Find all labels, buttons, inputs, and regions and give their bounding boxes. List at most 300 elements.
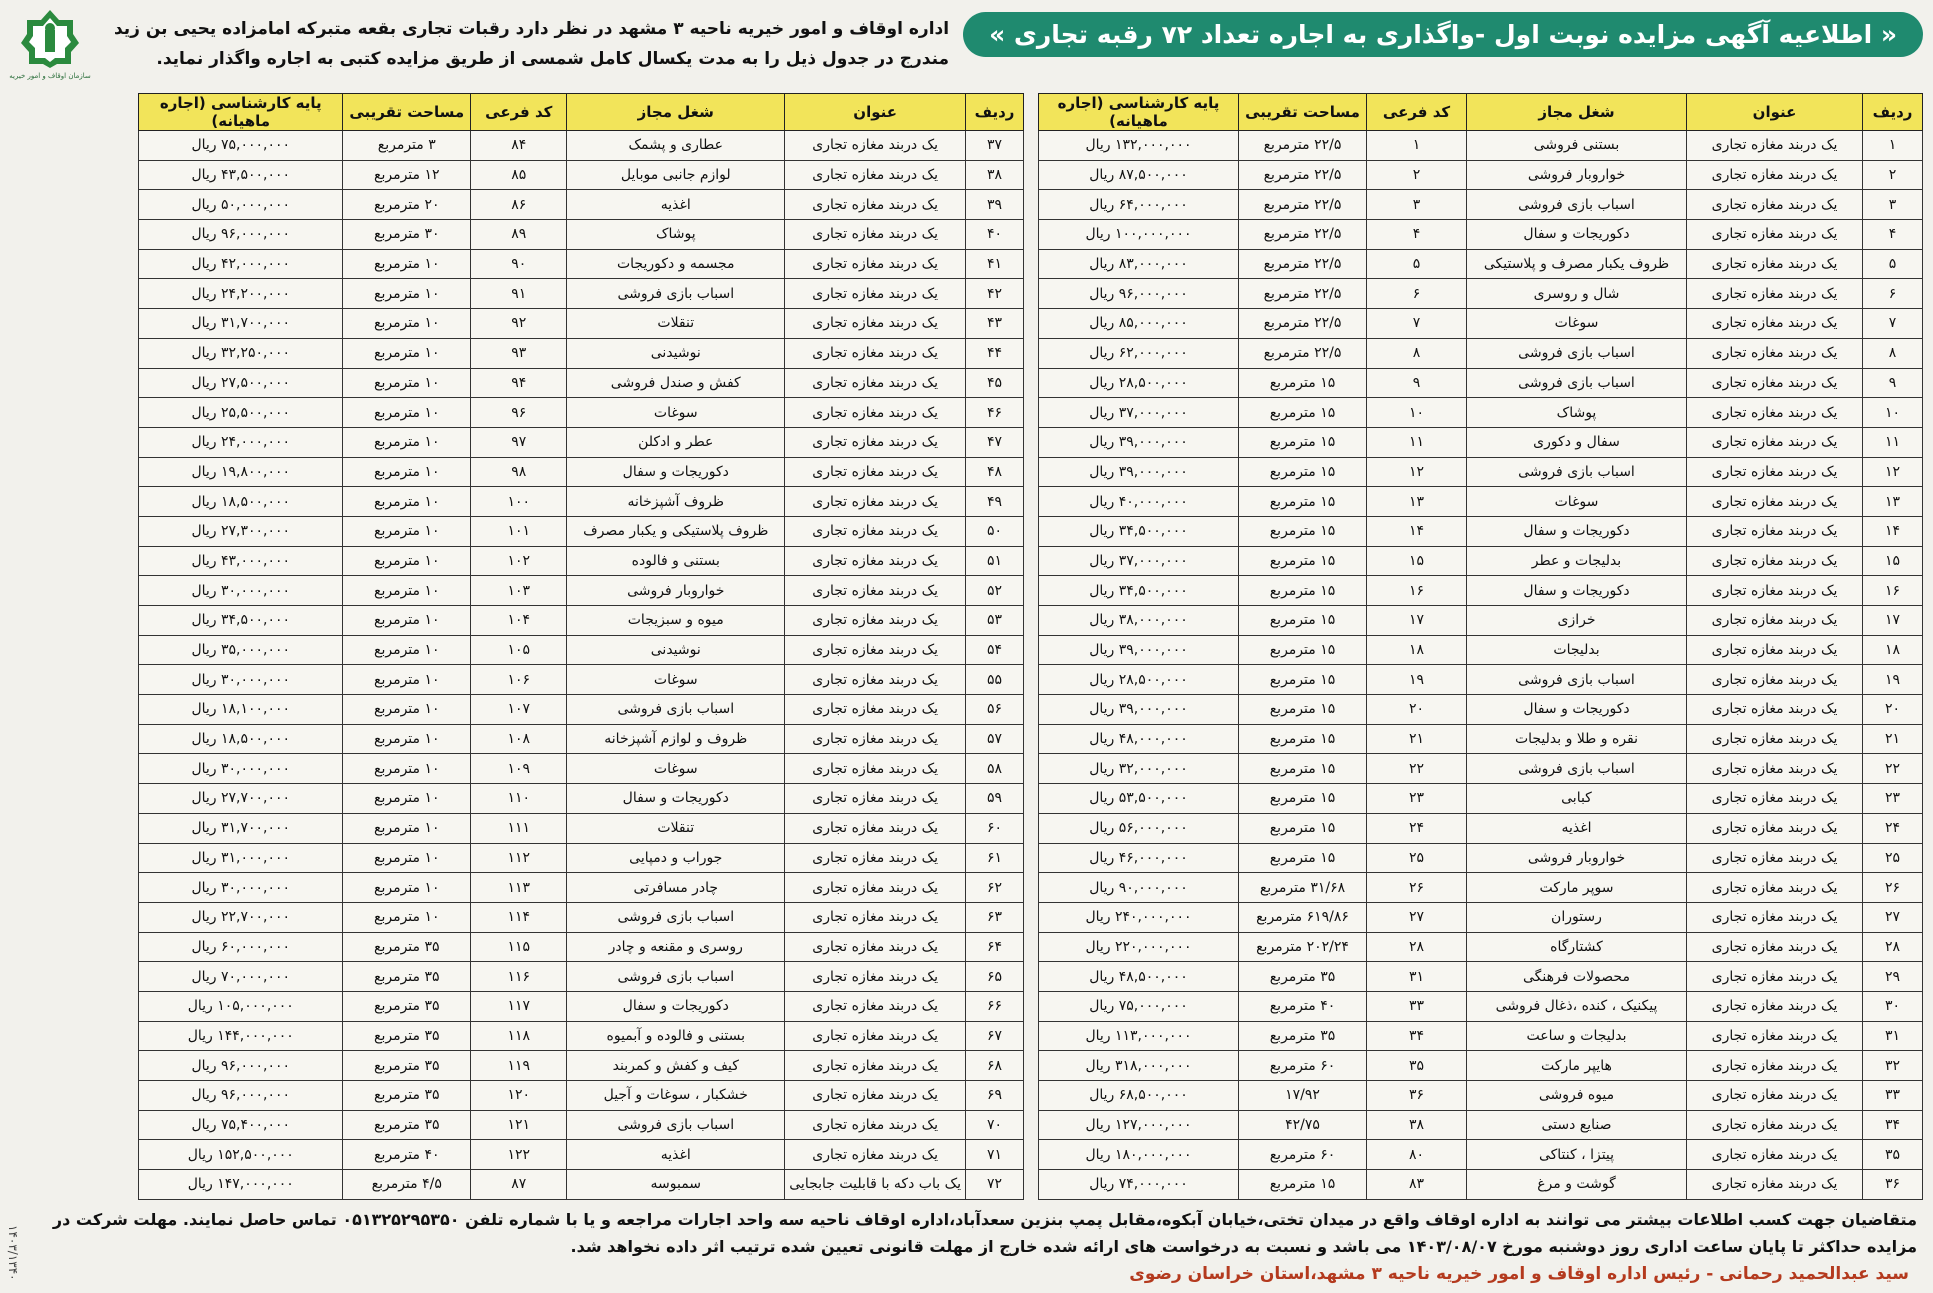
cell-base-rent: ۳۸,۰۰۰,۰۰۰ ریال — [1039, 606, 1239, 636]
cell-permitted-use: سفال و دکوری — [1467, 427, 1687, 457]
cell-permitted-use: دکوریجات و سفال — [567, 991, 785, 1021]
table-row — [1039, 1110, 1923, 1140]
cell-base-rent: ۸۵,۰۰۰,۰۰۰ ریال — [1039, 309, 1239, 339]
table-row — [139, 190, 1024, 220]
cell-base-rent: ۶۴,۰۰۰,۰۰۰ ریال — [1039, 190, 1239, 220]
cell-row-number: ۱۷ — [1863, 606, 1923, 636]
cell-base-rent: ۷۵,۴۰۰,۰۰۰ ریال — [139, 1110, 343, 1140]
cell-title: یک دربند مغازه تجاری — [1687, 427, 1863, 457]
cell-sub-code: ۱۱۴ — [471, 902, 567, 932]
table-row — [1039, 576, 1923, 606]
cell-title: یک دربند مغازه تجاری — [785, 843, 966, 873]
cell-base-rent: ۲۸,۵۰۰,۰۰۰ ریال — [1039, 665, 1239, 695]
table-row — [1039, 1081, 1923, 1111]
cell-sub-code: ۱۰۷ — [471, 695, 567, 725]
table-row — [1039, 398, 1923, 428]
cell-row-number: ۱۱ — [1863, 427, 1923, 457]
cell-sub-code: ۲۶ — [1367, 873, 1467, 903]
cell-row-number: ۱ — [1863, 131, 1923, 161]
cell-sub-code: ۱۱۶ — [471, 962, 567, 992]
cell-permitted-use: پیکنیک ، کنده ،ذغال فروشی — [1467, 991, 1687, 1021]
cell-base-rent: ۱۰۵,۰۰۰,۰۰۰ ریال — [139, 991, 343, 1021]
cell-title: یک دربند مغازه تجاری — [1687, 457, 1863, 487]
cell-title: یک دربند مغازه تجاری — [1687, 695, 1863, 725]
cell-approx-area: ۴۲/۷۵ — [1239, 1110, 1367, 1140]
table-row — [1039, 249, 1923, 279]
cell-row-number: ۱۵ — [1863, 546, 1923, 576]
cell-approx-area: ۱۰ مترمربع — [343, 368, 471, 398]
cell-base-rent: ۱۸۰,۰۰۰,۰۰۰ ریال — [1039, 1140, 1239, 1170]
cell-sub-code: ۱۰۹ — [471, 754, 567, 784]
cell-title: یک دربند مغازه تجاری — [785, 1081, 966, 1111]
cell-title: یک دربند مغازه تجاری — [785, 398, 966, 428]
cell-base-rent: ۳۴,۵۰۰,۰۰۰ ریال — [1039, 516, 1239, 546]
cell-row-number: ۳۸ — [966, 160, 1024, 190]
cell-base-rent: ۱۱۳,۰۰۰,۰۰۰ ریال — [1039, 1021, 1239, 1051]
cell-sub-code: ۸۶ — [471, 190, 567, 220]
cell-permitted-use: جوراب و دمپایی — [567, 843, 785, 873]
cell-approx-area: ۱۰ مترمربع — [343, 695, 471, 725]
table-row — [1039, 1051, 1923, 1081]
cell-base-rent: ۲۵,۵۰۰,۰۰۰ ریال — [139, 398, 343, 428]
table-row — [1039, 932, 1923, 962]
cell-title: یک دربند مغازه تجاری — [785, 784, 966, 814]
cell-sub-code: ۱۱۹ — [471, 1051, 567, 1081]
cell-base-rent: ۳۹,۰۰۰,۰۰۰ ریال — [1039, 695, 1239, 725]
cell-title: یک دربند مغازه تجاری — [1687, 1081, 1863, 1111]
cell-title: یک دربند مغازه تجاری — [1687, 487, 1863, 517]
cell-permitted-use: اسباب بازی فروشی — [567, 695, 785, 725]
cell-sub-code: ۷ — [1367, 309, 1467, 339]
table-row — [139, 398, 1024, 428]
cell-base-rent: ۳۰,۰۰۰,۰۰۰ ریال — [139, 665, 343, 695]
organization-logo — [10, 8, 90, 80]
cell-row-number: ۶۸ — [966, 1051, 1024, 1081]
cell-approx-area: ۱۰ مترمربع — [343, 576, 471, 606]
cell-row-number: ۱۴ — [1863, 516, 1923, 546]
cell-approx-area: ۳۵ مترمربع — [343, 1081, 471, 1111]
cell-approx-area: ۱۰ مترمربع — [343, 398, 471, 428]
table-row — [139, 487, 1024, 517]
cell-permitted-use: سمبوسه — [567, 1170, 785, 1200]
cell-title: یک باب دکه با قابلیت جابجایی — [785, 1170, 966, 1200]
cell-approx-area: ۲۲/۵ مترمربع — [1239, 131, 1367, 161]
cell-row-number: ۲۲ — [1863, 754, 1923, 784]
cell-row-number: ۵۶ — [966, 695, 1024, 725]
cell-approx-area: ۶۰ مترمربع — [1239, 1140, 1367, 1170]
cell-title: یک دربند مغازه تجاری — [1687, 606, 1863, 636]
cell-approx-area: ۱۰ مترمربع — [343, 843, 471, 873]
cell-permitted-use: مجسمه و دکوریجات — [567, 249, 785, 279]
cell-permitted-use: شال و روسری — [1467, 279, 1687, 309]
cell-permitted-use: صنایع دستی — [1467, 1110, 1687, 1140]
cell-approx-area: ۳۵ مترمربع — [343, 962, 471, 992]
cell-sub-code: ۸۰ — [1367, 1140, 1467, 1170]
cell-base-rent: ۳۹,۰۰۰,۰۰۰ ریال — [1039, 635, 1239, 665]
table-row — [1039, 1140, 1923, 1170]
cell-permitted-use: اسباب بازی فروشی — [567, 962, 785, 992]
cell-base-rent: ۸۷,۵۰۰,۰۰۰ ریال — [1039, 160, 1239, 190]
cell-approx-area: ۱۲ مترمربع — [343, 160, 471, 190]
cell-permitted-use: اسباب بازی فروشی — [567, 279, 785, 309]
notice-intro: اداره اوقاف و امور خیریه ناحیه ۳ مشهد در نظر دارد رقبات تجاری بقعه متبرکه امامزاده یحیی بن زید مندرج در جدول ذیل را به مدت یکسال کامل شمسی از طریق مزایده کتبی به اجاره واگذار نماید. — [113, 19, 950, 69]
cell-sub-code: ۳۸ — [1367, 1110, 1467, 1140]
cell-permitted-use: خرازی — [1467, 606, 1687, 636]
table-row — [139, 665, 1024, 695]
cell-sub-code: ۱۵ — [1367, 546, 1467, 576]
cell-permitted-use: گوشت و مرغ — [1467, 1170, 1687, 1200]
cell-approx-area: ۱۵ مترمربع — [1239, 724, 1367, 754]
cell-approx-area: ۱۵ مترمربع — [1239, 457, 1367, 487]
cell-permitted-use: دکوریجات و سفال — [567, 784, 785, 814]
cell-sub-code: ۵ — [1367, 249, 1467, 279]
cell-sub-code: ۲۱ — [1367, 724, 1467, 754]
cell-row-number: ۶۴ — [966, 932, 1024, 962]
cell-base-rent: ۶۰,۰۰۰,۰۰۰ ریال — [139, 932, 343, 962]
cell-base-rent: ۲۴۰,۰۰۰,۰۰۰ ریال — [1039, 902, 1239, 932]
table-row — [1039, 724, 1923, 754]
cell-base-rent: ۳۴,۵۰۰,۰۰۰ ریال — [1039, 576, 1239, 606]
cell-permitted-use: سوغات — [567, 754, 785, 784]
cell-sub-code: ۱۹ — [1367, 665, 1467, 695]
cell-row-number: ۳۹ — [966, 190, 1024, 220]
cell-row-number: ۵۹ — [966, 784, 1024, 814]
cell-title: یک دربند مغازه تجاری — [1687, 754, 1863, 784]
cell-approx-area: ۳ مترمربع — [343, 131, 471, 161]
table-row — [1039, 902, 1923, 932]
cell-permitted-use: دکوریجات و سفال — [1467, 220, 1687, 250]
side-code: ۱۴۰۳/۱۳۴۰ — [6, 1225, 20, 1281]
cell-base-rent: ۸۳,۰۰۰,۰۰۰ ریال — [1039, 249, 1239, 279]
cell-sub-code: ۱۰۱ — [471, 516, 567, 546]
header-permitted-use: شغل مجاز — [1467, 94, 1687, 131]
cell-base-rent: ۹۶,۰۰۰,۰۰۰ ریال — [139, 220, 343, 250]
table-row — [1039, 309, 1923, 339]
cell-sub-code: ۸۵ — [471, 160, 567, 190]
cell-base-rent: ۳۷,۰۰۰,۰۰۰ ریال — [1039, 546, 1239, 576]
table-row — [1039, 1021, 1923, 1051]
cell-permitted-use: اسباب بازی فروشی — [1467, 338, 1687, 368]
cell-sub-code: ۹۳ — [471, 338, 567, 368]
tables-container — [10, 93, 1923, 1200]
cell-approx-area: ۱۰ مترمربع — [343, 784, 471, 814]
cell-row-number: ۱۳ — [1863, 487, 1923, 517]
cell-sub-code: ۳۶ — [1367, 1081, 1467, 1111]
cell-sub-code: ۱۱۸ — [471, 1021, 567, 1051]
table-row — [139, 843, 1024, 873]
table-row — [139, 991, 1024, 1021]
cell-approx-area: ۱۰ مترمربع — [343, 635, 471, 665]
cell-row-number: ۵۰ — [966, 516, 1024, 546]
cell-permitted-use: پوشاک — [1467, 398, 1687, 428]
cell-base-rent: ۳۹,۰۰۰,۰۰۰ ریال — [1039, 427, 1239, 457]
table-row — [139, 902, 1024, 932]
table-row — [1039, 695, 1923, 725]
cell-sub-code: ۸۹ — [471, 220, 567, 250]
cell-permitted-use: اسباب بازی فروشی — [567, 1110, 785, 1140]
cell-permitted-use: سوغات — [1467, 309, 1687, 339]
cell-title: یک دربند مغازه تجاری — [1687, 1170, 1863, 1200]
cell-row-number: ۵۴ — [966, 635, 1024, 665]
cell-title: یک دربند مغازه تجاری — [1687, 131, 1863, 161]
cell-title: یک دربند مغازه تجاری — [785, 220, 966, 250]
cell-title: یک دربند مغازه تجاری — [785, 695, 966, 725]
cell-title: یک دربند مغازه تجاری — [785, 338, 966, 368]
cell-row-number: ۴۹ — [966, 487, 1024, 517]
cell-approx-area: ۶۰ مترمربع — [1239, 1051, 1367, 1081]
cell-permitted-use: دکوریجات و سفال — [1467, 516, 1687, 546]
cell-permitted-use: کفش و صندل فروشی — [567, 368, 785, 398]
cell-row-number: ۲۸ — [1863, 932, 1923, 962]
table-row — [139, 813, 1024, 843]
cell-approx-area: ۱۵ مترمربع — [1239, 813, 1367, 843]
cell-base-rent: ۲۴,۰۰۰,۰۰۰ ریال — [139, 427, 343, 457]
cell-row-number: ۴۱ — [966, 249, 1024, 279]
cell-approx-area: ۲۲/۵ مترمربع — [1239, 220, 1367, 250]
cell-title: یک دربند مغازه تجاری — [785, 576, 966, 606]
table-row — [139, 962, 1024, 992]
cell-permitted-use: اسباب بازی فروشی — [1467, 754, 1687, 784]
cell-base-rent: ۴۳,۰۰۰,۰۰۰ ریال — [139, 546, 343, 576]
cell-approx-area: ۱۵ مترمربع — [1239, 516, 1367, 546]
cell-base-rent: ۳۲,۰۰۰,۰۰۰ ریال — [1039, 754, 1239, 784]
cell-base-rent: ۱۰۰,۰۰۰,۰۰۰ ریال — [1039, 220, 1239, 250]
cell-base-rent: ۳۱,۷۰۰,۰۰۰ ریال — [139, 309, 343, 339]
cell-row-number: ۲۷ — [1863, 902, 1923, 932]
cell-title: یک دربند مغازه تجاری — [1687, 516, 1863, 546]
cell-title: یک دربند مغازه تجاری — [785, 724, 966, 754]
table-row — [1039, 1170, 1923, 1200]
cell-sub-code: ۸ — [1367, 338, 1467, 368]
cell-permitted-use: بستنی و فالوده — [567, 546, 785, 576]
cell-permitted-use: چادر مسافرتی — [567, 873, 785, 903]
cell-row-number: ۳۷ — [966, 131, 1024, 161]
cell-approx-area: ۳۵ مترمربع — [343, 1051, 471, 1081]
cell-base-rent: ۳۱,۷۰۰,۰۰۰ ریال — [139, 813, 343, 843]
cell-permitted-use: سوغات — [1467, 487, 1687, 517]
cell-title: یک دربند مغازه تجاری — [785, 1140, 966, 1170]
cell-row-number: ۱۰ — [1863, 398, 1923, 428]
cell-title: یک دربند مغازه تجاری — [1687, 309, 1863, 339]
cell-approx-area: ۱۰ مترمربع — [343, 754, 471, 784]
cell-base-rent: ۷۰,۰۰۰,۰۰۰ ریال — [139, 962, 343, 992]
cell-title: یک دربند مغازه تجاری — [785, 932, 966, 962]
cell-approx-area: ۱۰ مترمربع — [343, 813, 471, 843]
cell-row-number: ۱۶ — [1863, 576, 1923, 606]
cell-sub-code: ۱۱۰ — [471, 784, 567, 814]
table-row — [1039, 160, 1923, 190]
cell-sub-code: ۱۱۵ — [471, 932, 567, 962]
cell-permitted-use: رستوران — [1467, 902, 1687, 932]
cell-title: یک دربند مغازه تجاری — [785, 606, 966, 636]
cell-title: یک دربند مغازه تجاری — [1687, 932, 1863, 962]
cell-base-rent: ۱۳۲,۰۰۰,۰۰۰ ریال — [1039, 131, 1239, 161]
table-row — [139, 784, 1024, 814]
cell-sub-code: ۲ — [1367, 160, 1467, 190]
table-row — [1039, 131, 1923, 161]
cell-title: یک دربند مغازه تجاری — [1687, 368, 1863, 398]
cell-approx-area: ۱۰ مترمربع — [343, 606, 471, 636]
cell-permitted-use: ظروف و لوازم آشپزخانه — [567, 724, 785, 754]
table-row — [139, 516, 1024, 546]
endowment-logo-icon — [19, 8, 81, 70]
cell-row-number: ۶ — [1863, 279, 1923, 309]
header-base-rent: پایه کارشناسی (اجاره ماهیانه) — [139, 94, 343, 131]
cell-title: یک دربند مغازه تجاری — [785, 873, 966, 903]
cell-title: یک دربند مغازه تجاری — [785, 309, 966, 339]
cell-title: یک دربند مغازه تجاری — [1687, 220, 1863, 250]
table-row — [139, 576, 1024, 606]
cell-base-rent: ۲۸,۵۰۰,۰۰۰ ریال — [1039, 368, 1239, 398]
cell-base-rent: ۴۸,۵۰۰,۰۰۰ ریال — [1039, 962, 1239, 992]
cell-base-rent: ۳۰,۰۰۰,۰۰۰ ریال — [139, 576, 343, 606]
cell-title: یک دربند مغازه تجاری — [1687, 784, 1863, 814]
header-approx-area: مساحت تقریبی — [1239, 94, 1367, 131]
cell-permitted-use: اسباب بازی فروشی — [1467, 665, 1687, 695]
cell-row-number: ۲۹ — [1863, 962, 1923, 992]
cell-title: یک دربند مغازه تجاری — [785, 279, 966, 309]
cell-permitted-use: کبابی — [1467, 784, 1687, 814]
rental-table-right — [1038, 93, 1923, 1200]
table-row — [1039, 606, 1923, 636]
table-row — [1039, 962, 1923, 992]
cell-title: یک دربند مغازه تجاری — [785, 635, 966, 665]
table-row — [139, 338, 1024, 368]
cell-permitted-use: هایپر مارکت — [1467, 1051, 1687, 1081]
cell-title: یک دربند مغازه تجاری — [785, 665, 966, 695]
cell-base-rent: ۲۷,۳۰۰,۰۰۰ ریال — [139, 516, 343, 546]
cell-title: یک دربند مغازه تجاری — [1687, 873, 1863, 903]
cell-base-rent: ۵۶,۰۰۰,۰۰۰ ریال — [1039, 813, 1239, 843]
table-row — [139, 1021, 1024, 1051]
cell-approx-area: ۴/۵ مترمربع — [343, 1170, 471, 1200]
cell-base-rent: ۴۸,۰۰۰,۰۰۰ ریال — [1039, 724, 1239, 754]
cell-sub-code: ۱۰۰ — [471, 487, 567, 517]
cell-sub-code: ۱۱۱ — [471, 813, 567, 843]
cell-approx-area: ۲۲/۵ مترمربع — [1239, 190, 1367, 220]
cell-row-number: ۵۸ — [966, 754, 1024, 784]
cell-row-number: ۲۵ — [1863, 843, 1923, 873]
cell-sub-code: ۱۳ — [1367, 487, 1467, 517]
cell-base-rent: ۱۸,۵۰۰,۰۰۰ ریال — [139, 487, 343, 517]
cell-row-number: ۴۲ — [966, 279, 1024, 309]
cell-permitted-use: بدلیجات و عطر — [1467, 546, 1687, 576]
cell-approx-area: ۱۰ مترمربع — [343, 249, 471, 279]
table-row — [139, 368, 1024, 398]
cell-approx-area: ۳۵ مترمربع — [343, 991, 471, 1021]
table-row — [1039, 487, 1923, 517]
cell-row-number: ۲۳ — [1863, 784, 1923, 814]
cell-approx-area: ۱۰ مترمربع — [343, 665, 471, 695]
cell-base-rent: ۳۵,۰۰۰,۰۰۰ ریال — [139, 635, 343, 665]
cell-base-rent: ۹۰,۰۰۰,۰۰۰ ریال — [1039, 873, 1239, 903]
cell-title: یک دربند مغازه تجاری — [785, 813, 966, 843]
cell-approx-area: ۱۰ مترمربع — [343, 338, 471, 368]
cell-permitted-use: اغذیه — [1467, 813, 1687, 843]
cell-title: یک دربند مغازه تجاری — [1687, 813, 1863, 843]
table-row — [1039, 784, 1923, 814]
table-row — [139, 131, 1024, 161]
cell-row-number: ۳۰ — [1863, 991, 1923, 1021]
cell-title: یک دربند مغازه تجاری — [1687, 576, 1863, 606]
cell-title: یک دربند مغازه تجاری — [785, 160, 966, 190]
cell-permitted-use: بدلیجات و ساعت — [1467, 1021, 1687, 1051]
cell-approx-area: ۱۰ مترمربع — [343, 279, 471, 309]
table-row — [139, 1081, 1024, 1111]
cell-title: یک دربند مغازه تجاری — [785, 902, 966, 932]
cell-sub-code: ۶ — [1367, 279, 1467, 309]
cell-base-rent: ۴۲,۰۰۰,۰۰۰ ریال — [139, 249, 343, 279]
table-row — [1039, 754, 1923, 784]
cell-approx-area: ۳۵ مترمربع — [343, 1110, 471, 1140]
cell-base-rent: ۲۷,۷۰۰,۰۰۰ ریال — [139, 784, 343, 814]
cell-row-number: ۳۱ — [1863, 1021, 1923, 1051]
cell-title: یک دربند مغازه تجاری — [785, 190, 966, 220]
table-row — [139, 635, 1024, 665]
cell-approx-area: ۱۵ مترمربع — [1239, 487, 1367, 517]
cell-sub-code: ۱۱ — [1367, 427, 1467, 457]
cell-sub-code: ۲۸ — [1367, 932, 1467, 962]
header-title: عنوان — [1687, 94, 1863, 131]
cell-base-rent: ۳۷,۰۰۰,۰۰۰ ریال — [1039, 398, 1239, 428]
cell-approx-area: ۱۵ مترمربع — [1239, 398, 1367, 428]
cell-approx-area: ۴۰ مترمربع — [1239, 991, 1367, 1021]
cell-approx-area: ۱۵ مترمربع — [1239, 695, 1367, 725]
cell-approx-area: ۲۰۲/۲۴ مترمربع — [1239, 932, 1367, 962]
cell-title: یک دربند مغازه تجاری — [1687, 398, 1863, 428]
cell-row-number: ۶۰ — [966, 813, 1024, 843]
cell-row-number: ۵۳ — [966, 606, 1024, 636]
cell-title: یک دربند مغازه تجاری — [1687, 190, 1863, 220]
cell-title: یک دربند مغازه تجاری — [785, 1021, 966, 1051]
header-permitted-use: شغل مجاز — [567, 94, 785, 131]
cell-approx-area: ۶۱۹/۸۶ مترمربع — [1239, 902, 1367, 932]
cell-sub-code: ۴ — [1367, 220, 1467, 250]
cell-approx-area: ۱۰ مترمربع — [343, 902, 471, 932]
cell-row-number: ۵ — [1863, 249, 1923, 279]
cell-row-number: ۷۲ — [966, 1170, 1024, 1200]
table-row — [139, 932, 1024, 962]
cell-sub-code: ۳۱ — [1367, 962, 1467, 992]
table-row — [139, 606, 1024, 636]
cell-permitted-use: کیف و کفش و کمربند — [567, 1051, 785, 1081]
table-row — [139, 160, 1024, 190]
cell-base-rent: ۴۶,۰۰۰,۰۰۰ ریال — [1039, 843, 1239, 873]
cell-approx-area: ۲۲/۵ مترمربع — [1239, 160, 1367, 190]
cell-title: یک دربند مغازه تجاری — [785, 962, 966, 992]
cell-title: یک دربند مغازه تجاری — [1687, 991, 1863, 1021]
table-row — [139, 1051, 1024, 1081]
cell-base-rent: ۳۹,۰۰۰,۰۰۰ ریال — [1039, 457, 1239, 487]
cell-row-number: ۶۹ — [966, 1081, 1024, 1111]
table-row — [1039, 843, 1923, 873]
cell-row-number: ۳۵ — [1863, 1140, 1923, 1170]
contact-info: متقاضیان جهت کسب اطلاعات بیشتر می توانند به اداره اوقاف واقع در میدان تختی،خیابان آبکوه،مقابل پمپ بنزین سعدآباد،اداره اوقاف ناحیه سه واحد اجارات مراجعه و یا با شماره تلفن ۰۵۱۳۲۵۲۹۵۳۵۰ تماس حاصل نمایند. مهلت شرکت در مزایده حداکثر تا پایان ساعت اداری روز دوشنبه مورخ ۱۴۰۳/۰۸/۰۷ می باشد و نسبت به درخواست های ارائه شده خارج از مهلت قانونی تعیین شده ترتیب اثر داده نخواهد شد. — [52, 1209, 1917, 1256]
cell-sub-code: ۱۰۳ — [471, 576, 567, 606]
cell-base-rent: ۳۰,۰۰۰,۰۰۰ ریال — [139, 754, 343, 784]
cell-approx-area: ۱۵ مترمربع — [1239, 606, 1367, 636]
cell-sub-code: ۸۷ — [471, 1170, 567, 1200]
table-header-row — [139, 94, 1024, 131]
cell-sub-code: ۳۵ — [1367, 1051, 1467, 1081]
header-title: عنوان — [785, 94, 966, 131]
cell-row-number: ۴۰ — [966, 220, 1024, 250]
cell-sub-code: ۹۴ — [471, 368, 567, 398]
table-header-row — [1039, 94, 1923, 131]
cell-row-number: ۲۰ — [1863, 695, 1923, 725]
cell-title: یک دربند مغازه تجاری — [1687, 1110, 1863, 1140]
cell-permitted-use: خواروبار فروشی — [1467, 160, 1687, 190]
